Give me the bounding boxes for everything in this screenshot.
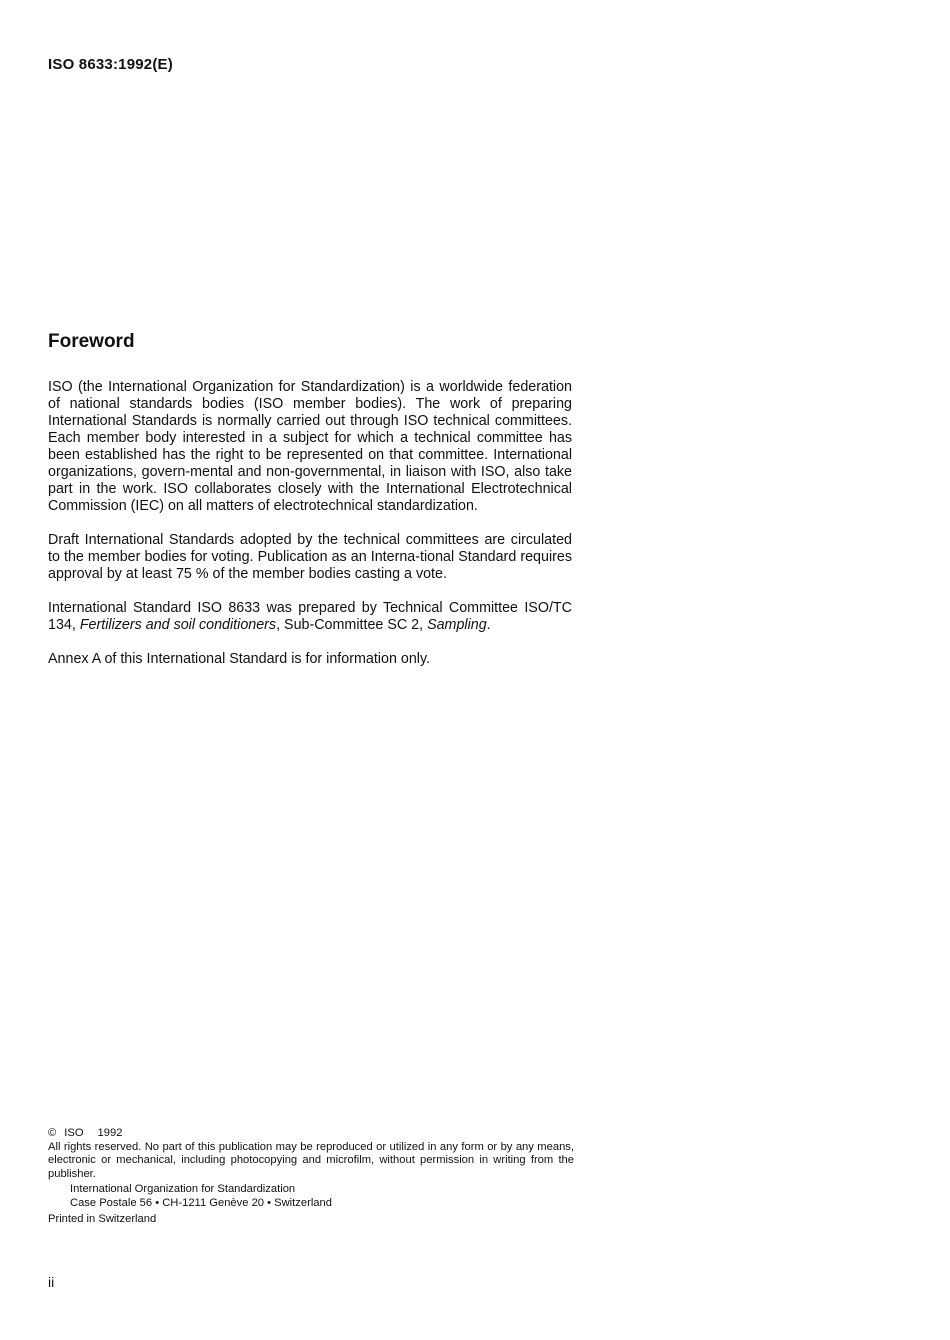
paragraph-3-text-2: , Sub-Committee SC 2, [276, 617, 428, 633]
paragraph-3-text-1: International Standard ISO 8633 was prepared by Technical Committee ISO/TC 134, [48, 600, 572, 633]
subcommittee-title: Sampling [427, 617, 487, 633]
section-heading-foreword: Foreword [48, 331, 135, 352]
rights-statement: All rights reserved. No part of this publication may be reproduced or utilized in any form or by any means, electronic or mechanical, including photocopying and microfilm, without permission in writing from the publisher. [48, 1140, 574, 1180]
publisher-address: Case Postale 56 • CH-1211 Genève 20 • Switzerland [70, 1196, 332, 1209]
committee-title: Fertilizers and soil conditioners [79, 617, 277, 633]
foreword-body [48, 379, 572, 668]
copyright-line [48, 1127, 574, 1141]
page-number: ii [48, 1274, 55, 1290]
document-identifier: ISO 8633:1992(E) [48, 56, 173, 73]
foreword-paragraph-1: ISO (the International Organization for Standardization) is a worldwide federation of national standards bodies (ISO member bodies). The work of preparing International Standards is normally carried out through ISO technical committees. Each member body interested in a subject for which a technical committee has been established has the right to be represented on that committee. International organizations, govern-mental and non-governmental, in liaison with ISO, also take part in the work. ISO collaborates closely with the International Electrotechnical Commission (IEC) on all matters of electrotechnical standardization. [48, 379, 572, 514]
copyright-org: ISO [64, 1127, 84, 1139]
foreword-paragraph-4: Annex A of this International Standard is for information only. [48, 651, 431, 667]
printed-in: Printed in Switzerland [48, 1213, 157, 1225]
paragraph-3-text-3: . [486, 617, 491, 633]
publisher-name: International Organization for Standardization [70, 1183, 296, 1195]
copyright-notice [48, 1127, 574, 1227]
copyright-year: 1992 [97, 1127, 123, 1139]
copyright-symbol: © [48, 1127, 57, 1139]
foreword-paragraph-3 [48, 600, 572, 634]
foreword-paragraph-2: Draft International Standards adopted by the technical committees are circulated to the member bodies for voting. Publication as an Interna-tional Standard requires approval by at least 75 % of the member bodies casting a vote. [48, 532, 572, 582]
